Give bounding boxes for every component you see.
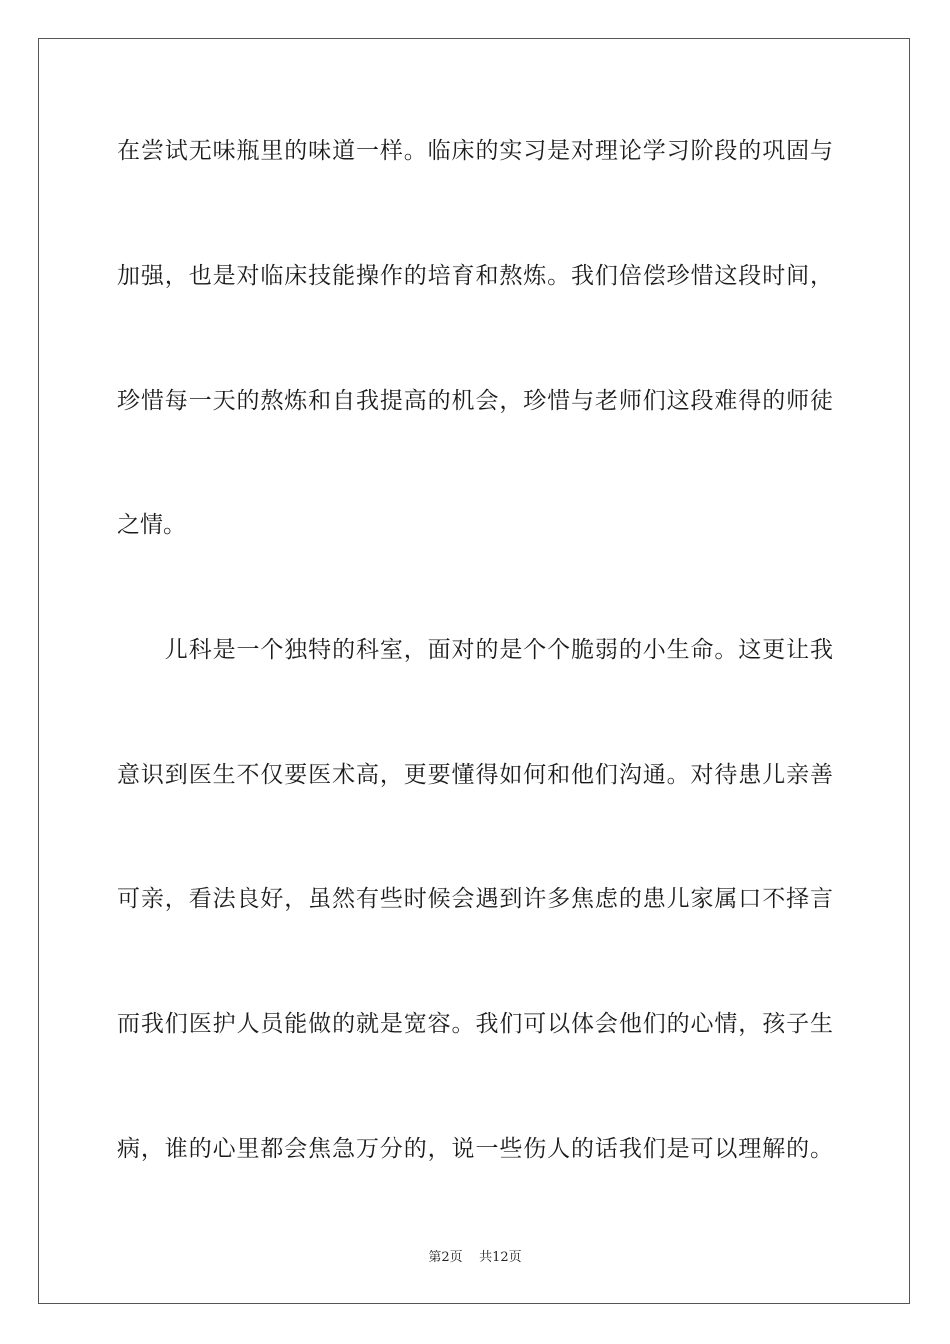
body-text-line: 病，谁的心里都会焦急万分的，说一些伤人的话我们是可以理解的。 (117, 1136, 833, 1162)
page-footer (0, 1246, 950, 1265)
page-number: 第2页 (428, 1250, 463, 1265)
body-text-line: 之情。 (117, 512, 186, 538)
body-text-line: 在尝试无味瓶里的味道一样。临床的实习是对理论学习阶段的巩固与 (117, 138, 833, 164)
body-text-line: 加强，也是对临床技能操作的培育和熬炼。我们倍偿珍惜这段时间， (117, 263, 833, 289)
body-text-line: 意识到医生不仅要医术高，更要懂得如何和他们沟通。对待患儿亲善 (117, 762, 833, 788)
page-frame (38, 38, 910, 1304)
body-text-line: 珍惜每一天的熬炼和自我提高的机会，珍惜与老师们这段难得的师徒 (117, 388, 833, 414)
body-text-line: 而我们医护人员能做的就是宽容。我们可以体会他们的心情，孩子生 (117, 1011, 833, 1037)
body-text-line: 儿科是一个独特的科室，面对的是个个脆弱的小生命。这更让我 (117, 637, 833, 663)
page-total: 共12页 (479, 1250, 522, 1265)
body-text-line: 可亲，看法良好，虽然有些时候会遇到许多焦虑的患儿家属口不择言 (117, 886, 833, 912)
